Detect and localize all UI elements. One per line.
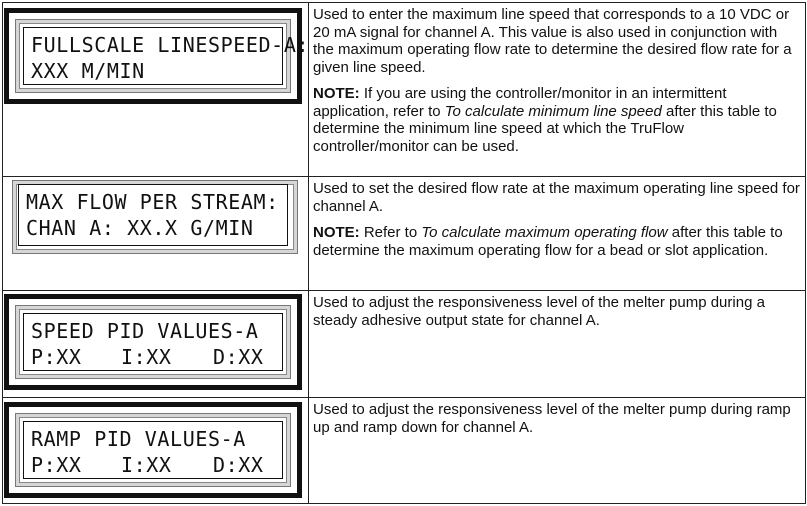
- note-text: NOTE: Refer to To calculate maximum operating flow after this table to determine the maximum operating flow for a bead or slot application.: [313, 224, 783, 259]
- table-border-bottom: [2, 503, 805, 504]
- lcd-d-value: D:XX: [213, 345, 264, 369]
- cross-reference: To calculate maximum operating flow: [421, 224, 668, 241]
- lcd-line-1: RAMP PID VALUES-A: [31, 427, 246, 451]
- lcd-display-max-flow: [10, 178, 300, 256]
- lcd-display-fullscale-linespeed: [4, 8, 310, 104]
- lcd-display-ramp-pid: [4, 402, 302, 498]
- row-divider: [2, 397, 805, 398]
- row-divider: [2, 290, 805, 291]
- lcd-line-1: FULLSCALE LINESPEED-A:: [31, 33, 310, 57]
- row-description-cell: [313, 401, 801, 436]
- lcd-p-value: P:XX: [31, 453, 82, 477]
- lcd-line-1: SPEED PID VALUES-A: [31, 319, 259, 343]
- table-border-left: [2, 2, 3, 504]
- lcd-p-value: P:XX: [31, 345, 82, 369]
- cross-reference: To calculate minimum line speed: [444, 102, 662, 120]
- lcd-line-2: XXX M/MIN: [31, 59, 145, 83]
- note-text: NOTE: If you are using the controller/monitor in an intermittent application, refer to To calculate minimum line speed after this table to determine the minimum line speed at which the TruFlow controller/monitor can be used.: [313, 85, 777, 155]
- row-divider: [2, 176, 805, 177]
- note-label: NOTE:: [313, 85, 360, 102]
- lcd-i-value: I:XX: [121, 453, 172, 477]
- row-description-cell: [313, 6, 801, 155]
- description-text: Used to set the desired flow rate at the maximum operating line speed for channel A.: [313, 180, 800, 215]
- description-text: Used to enter the maximum line speed that corresponds to a 10 VDC or 20 mA signal for channel A. This value is also used in conjunction with the maximum operating flow rate to determine the desired flow rate for a given line speed.: [313, 6, 792, 76]
- lcd-line-2: CHAN A: XX.X G/MIN: [26, 216, 254, 240]
- lcd-d-value: D:XX: [213, 453, 264, 477]
- row-description-cell: [313, 180, 801, 259]
- note-label: NOTE:: [313, 224, 360, 241]
- table-border-right: [805, 2, 806, 504]
- column-divider: [308, 2, 309, 504]
- table-border-top: [2, 2, 805, 3]
- lcd-i-value: I:XX: [121, 345, 172, 369]
- row-description-cell: [313, 294, 801, 329]
- lcd-display-speed-pid: [4, 294, 302, 390]
- description-text: Used to adjust the responsiveness level of the melter pump during ramp up and ramp down for channel A.: [313, 401, 791, 436]
- lcd-line-1: MAX FLOW PER STREAM:: [26, 190, 279, 214]
- description-text: Used to adjust the responsiveness level of the melter pump during a steady adhesive output state for channel A.: [313, 294, 765, 329]
